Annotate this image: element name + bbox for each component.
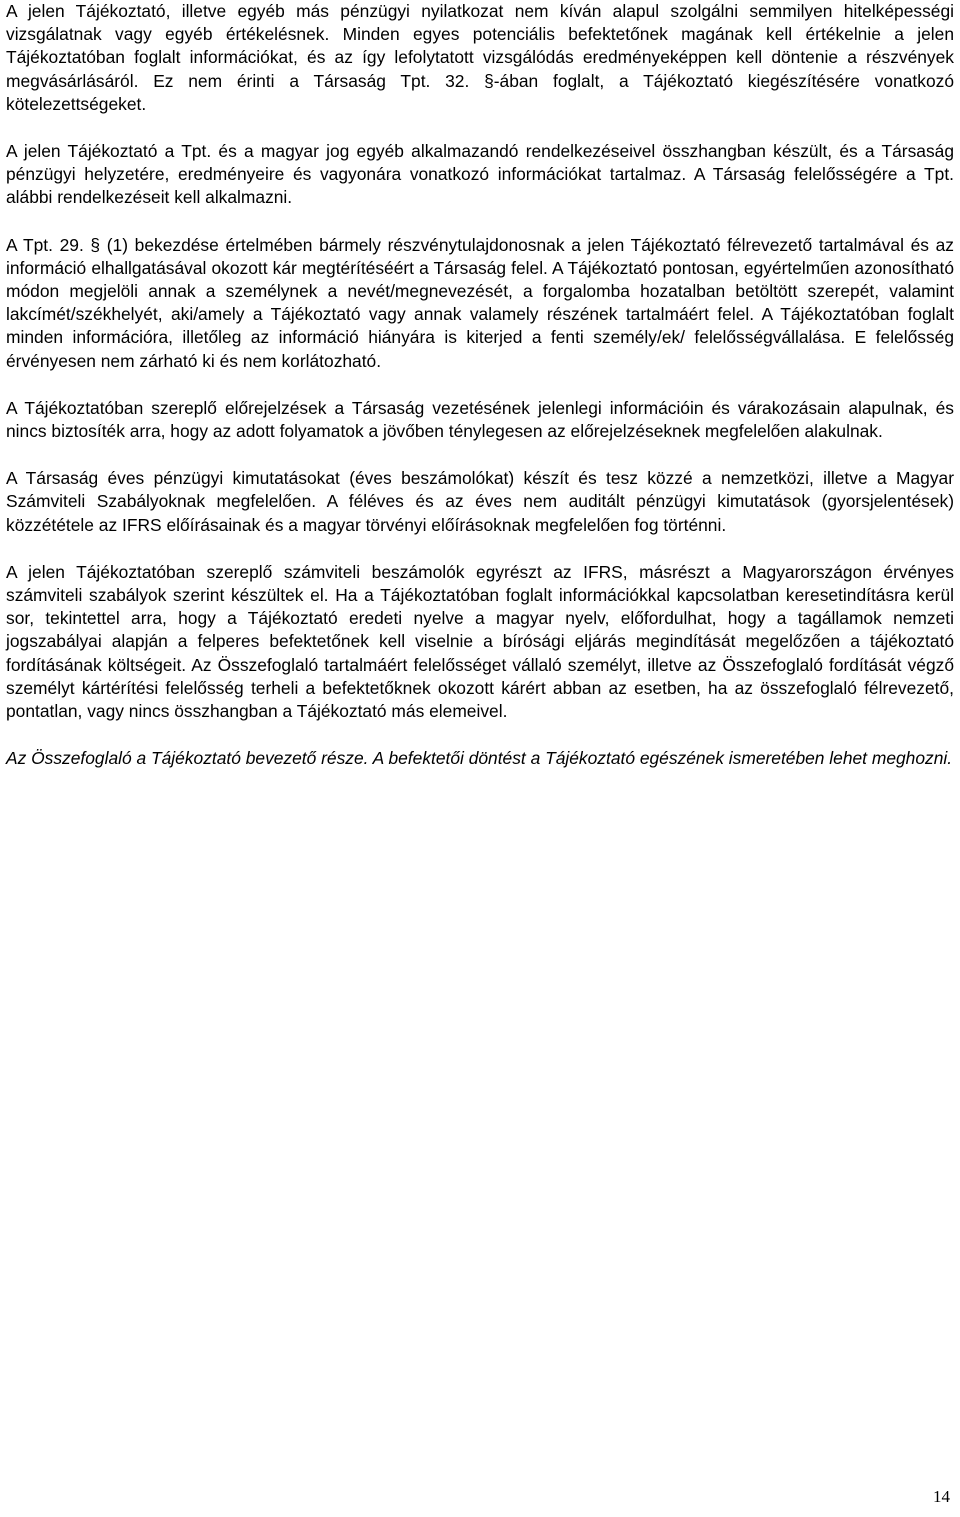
paragraph-forecasts: A Tájékoztatóban szereplő előrejelzések a Társaság vezetésének jelenlegi információin és várakozásain alapulnak, és nincs biztosíték arra, hogy az adott folyamatok a jövőben ténylegesen az előrejelzéseknek megfelelően alakulnak. bbox=[6, 397, 954, 442]
paragraph-financial-statements: A Társaság éves pénzügyi kimutatásokat (éves beszámolókat) készít és tesz közzé a nemzetközi, illetve a Magyar Számviteli Szabályoknak megfelelően. A féléves és az éves nem auditált pénzügyi kimutatások (gyorsjelentések) közzététele az IFRS előírásainak és a magyar törvényi előírásoknak megfelelően fog történni. bbox=[6, 468, 954, 535]
paragraph-summary-note: Az Összefoglaló a Tájékoztató bevezető része. A befektetői döntést a Tájékoztató egészének ismeretében lehet meghozni. bbox=[6, 748, 953, 769]
paragraph-liability: A Tpt. 29. § (1) bekezdése értelmében bármely részvénytulajdonosnak a jelen Tájékoztató félrevezető tartalmával és az információ elhallgatásával okozott kár megtérítéséért a Társaság felel. A Tájékoztató pontosan, egyértelműen azonosítható módon megjelöli annak a személynek a nevét/megnevezését, a forgalomba hozatalban betöltött szerepét, valamint lakcímét/székhelyét, aki/amely a Tájékoztató vagy annak valamely részének tartalmáért felel. A Tájékoztatóban foglalt minden információra, illetőleg az információ hiányára is kiterjed a fenti személy/ek/ felelősségvállalása. E felelősség érvényesen nem zárható ki és nem korlátozható. bbox=[6, 234, 954, 371]
document-page bbox=[6, 0, 954, 1517]
page-number: 14 bbox=[933, 1487, 950, 1506]
paragraph-legal-compliance: A jelen Tájékoztató a Tpt. és a magyar jog egyéb alkalmazandó rendelkezéseivel összhangban készült, és a Társaság pénzügyi helyzetére, eredményeire és vagyonára vonatkozó információkat tartalmaz. A Társaság felelősségére a Tpt. alábbi rendelkezéseit kell alkalmazni. bbox=[6, 141, 954, 208]
paragraph-accounting-reports: A jelen Tájékoztatóban szereplő számviteli beszámolók egyrészt az IFRS, másrészt a Magyarországon érvényes számviteli szabályok szerint készültek el. Ha a Tájékoztatóban foglalt információkkal kapcsolatban keresetindításra kerül sor, tekintettel arra, hogy a Tájékoztató eredeti nyelve a magyar nyelv, előfordulhat, hogy a tagállamok nemzeti jogszabályai alapján a felperes befektetőnek kell viselnie a bírósági eljárás megindítását megelőzően a tájékoztató fordításának költségeit. Az Összefoglaló tartalmáért felelősséget vállaló személyt, illetve az Összefoglaló fordítását végző személyt kártérítési felelősség terheli a befektetőknek okozott kárért abban az esetben, ha az összefoglaló félrevezető, pontatlan, vagy nincs összhangban a Tájékoztató más elemeivel. bbox=[6, 561, 954, 722]
document-body bbox=[6, 0, 954, 770]
paragraph-investor-evaluation: A jelen Tájékoztató, illetve egyéb más pénzügyi nyilatkozat nem kíván alapul szolgálni semmilyen hitelképességi vizsgálatnak vagy egyéb értékelésnek. Minden egyes potenciális befektetőnek magának kell értékelnie a jelen Tájékoztatóban foglalt információkat, és az így lefolytatott vizsgálódás eredményeképpen kell döntenie a részvények megvásárlásáról. Ez nem érinti a Társaság Tpt. 32. §-ában foglalt, a Tájékoztató kiegészítésére vonatkozó kötelezettségeket. bbox=[6, 1, 954, 114]
